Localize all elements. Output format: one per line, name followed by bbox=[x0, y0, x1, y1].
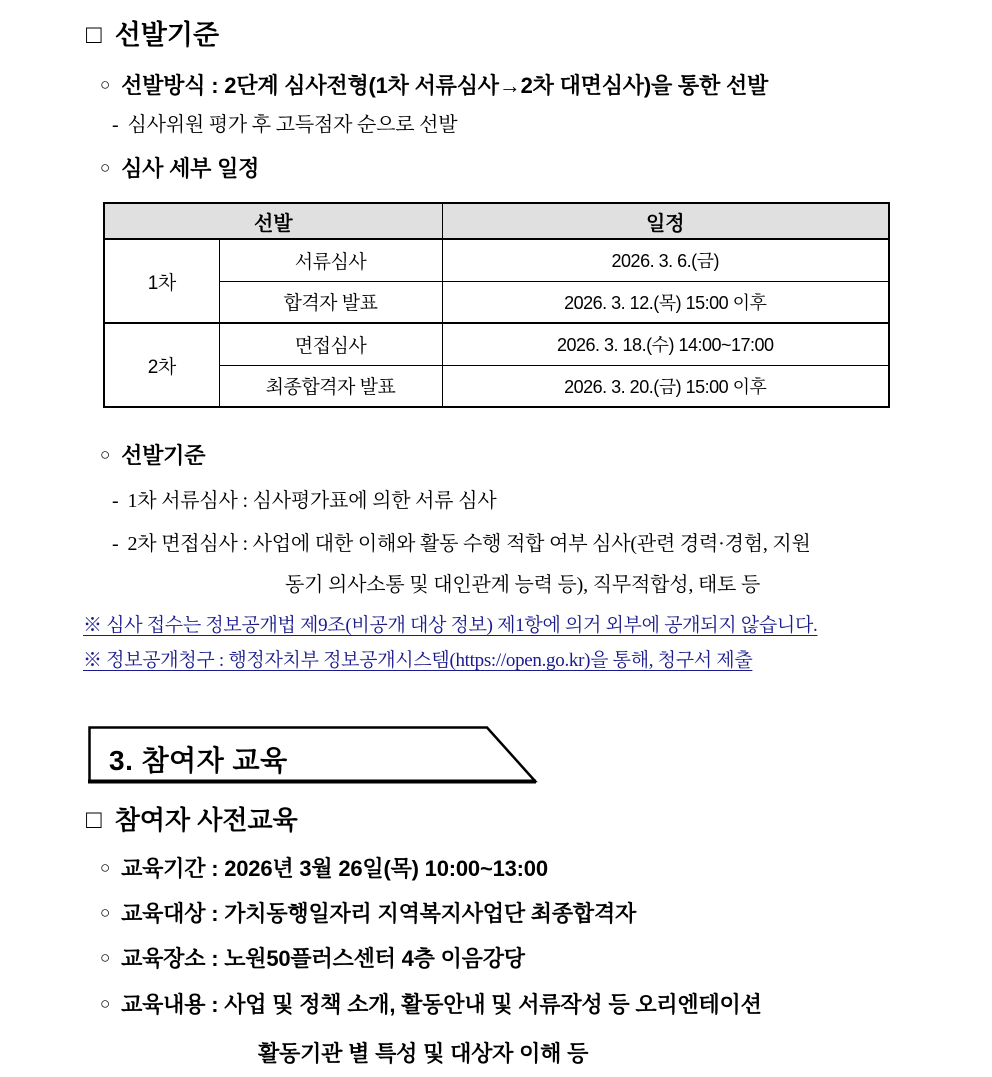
table-cell-date: 2026. 3. 6.(금) bbox=[611, 251, 719, 272]
table-cell-item: 최종합격자 발표 bbox=[219, 365, 442, 407]
circle-bullet-icon: ○ bbox=[100, 158, 111, 177]
square-bullet-icon: □ bbox=[86, 804, 102, 834]
table-row bbox=[104, 323, 889, 365]
schedule-table bbox=[103, 202, 890, 408]
education-subtitle-text: 참여자 사전교육 bbox=[114, 805, 298, 835]
table-cell-date: 2026. 3. 18.(수) 14:00~17:00 bbox=[442, 323, 889, 365]
education-item-content-continuation: 활동기관 별 특성 및 대상자 이해 등 bbox=[258, 1041, 589, 1066]
circle-bullet-icon: ○ bbox=[100, 994, 111, 1013]
dash-bullet-icon: - bbox=[112, 533, 119, 555]
criteria-item-1-text: 1차 서류심사 : 심사평가표에 의한 서류 심사 bbox=[127, 490, 497, 512]
selection-method-note-line bbox=[112, 113, 457, 138]
selection-title-text: 선발기준 bbox=[114, 20, 220, 50]
education-item-period bbox=[100, 856, 548, 882]
table-cell-date: 2026. 3. 12.(목) 15:00 이후 bbox=[442, 281, 889, 323]
circle-bullet-icon: ○ bbox=[100, 948, 111, 967]
table-row bbox=[104, 281, 889, 323]
criteria-item-2-text: 2차 면접심사 : 사업에 대한 이해와 활동 수행 적합 여부 심사(관련 경력·경험, 지원 bbox=[127, 533, 811, 555]
table-cell-date: 2026. 3. 20.(금) 15:00 이후 bbox=[442, 365, 889, 407]
table-header-schedule: 일정 bbox=[442, 203, 889, 239]
table-cell-stage: 1차 bbox=[104, 239, 219, 323]
table-header-selection: 선발 bbox=[104, 203, 442, 239]
table-row bbox=[104, 239, 889, 281]
education-item-target bbox=[100, 901, 636, 927]
criteria-section-title bbox=[100, 443, 205, 469]
selection-method-text: 선발방식 : 2단계 심사전형(1차 서류심사→2차 대면심사)을 통한 선발 bbox=[121, 73, 769, 98]
schedule-title-text: 심사 세부 일정 bbox=[121, 156, 260, 181]
criteria-item-2 bbox=[112, 532, 811, 557]
education-item-content bbox=[100, 992, 762, 1018]
table-cell-stage: 2차 bbox=[104, 323, 219, 407]
selection-method-note-text: 심사위원 평가 후 고득점자 순으로 선발 bbox=[127, 114, 458, 136]
privacy-note-1: ※ 심사 접수는 정보공개법 제9조(비공개 대상 정보) 제1항에 의거 외부에 공개되지 않습니다. bbox=[83, 615, 818, 636]
table-row bbox=[104, 365, 889, 407]
education-subtitle bbox=[86, 806, 298, 836]
selection-method-line bbox=[100, 73, 768, 99]
dash-bullet-icon: - bbox=[112, 114, 119, 136]
education-item-period-text: 교육기간 : 2026년 3월 26일(목) 10:00~13:00 bbox=[121, 856, 548, 881]
dash-bullet-icon: - bbox=[112, 490, 119, 512]
education-banner-title: 3. 참여자 교육 bbox=[109, 745, 288, 776]
circle-bullet-icon: ○ bbox=[100, 445, 111, 464]
education-section-banner bbox=[88, 726, 538, 784]
circle-bullet-icon: ○ bbox=[100, 858, 111, 877]
privacy-note-2: ※ 정보공개청구 : 행정자치부 정보공개시스템(https://open.go.kr)을 통해, 청구서 제출 bbox=[83, 650, 753, 671]
circle-bullet-icon: ○ bbox=[100, 75, 111, 94]
table-cell-item: 합격자 발표 bbox=[219, 281, 442, 323]
table-cell-item: 면접심사 bbox=[219, 323, 442, 365]
selection-section-title bbox=[86, 20, 219, 51]
table-cell-item: 서류심사 bbox=[219, 239, 442, 281]
criteria-title-text: 선발기준 bbox=[121, 443, 206, 468]
education-item-place bbox=[100, 946, 525, 972]
criteria-item-1 bbox=[112, 489, 496, 514]
education-item-content-text: 교육내용 : 사업 및 정책 소개, 활동안내 및 서류작성 등 오리엔테이션 bbox=[121, 992, 762, 1017]
schedule-table-wrapper bbox=[103, 202, 890, 408]
criteria-item-2-continuation: 동기 의사소통 및 대인관계 능력 등), 직무적합성, 태토 등 bbox=[285, 574, 761, 596]
circle-bullet-icon: ○ bbox=[100, 903, 111, 922]
education-item-place-text: 교육장소 : 노원50플러스센터 4층 이음강당 bbox=[121, 946, 525, 971]
schedule-section-title bbox=[100, 156, 259, 182]
table-header-row bbox=[104, 203, 889, 239]
education-item-target-text: 교육대상 : 가치동행일자리 지역복지사업단 최종합격자 bbox=[121, 901, 637, 926]
square-bullet-icon: □ bbox=[86, 18, 102, 49]
